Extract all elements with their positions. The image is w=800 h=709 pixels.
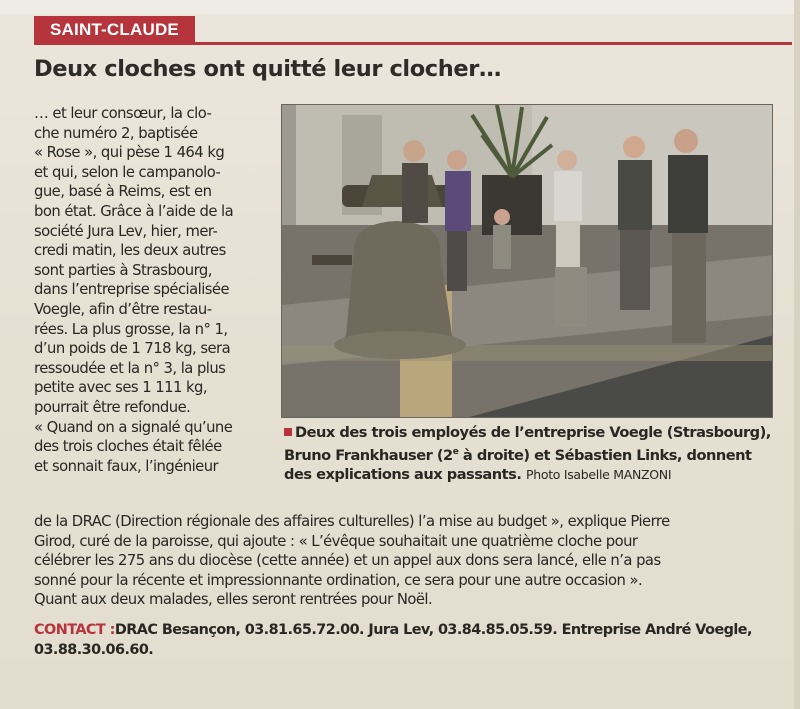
body-line: sonné pour la récente et impressionnante ordination, ce sera pour une autre occasion ». [34, 571, 643, 589]
caption-superscript: e [452, 446, 459, 457]
article-headline: Deux cloches ont quitté leur clocher… [34, 56, 501, 82]
column-line: bon état. Grâce à l’aide de la [34, 202, 234, 220]
worker-bruno [618, 136, 652, 310]
caption-line: des explications aux passants. [284, 466, 522, 484]
contact-block [34, 620, 780, 660]
column-line: et sonnait faux, l’ingénieur [34, 457, 219, 475]
column-line: et qui, selon le campanolo- [34, 163, 221, 181]
body-line: Girod, curé de la paroisse, qui ajoute : « L’évêque souhaitait une quatrième cloche pour [34, 532, 638, 550]
person-1 [402, 140, 428, 223]
column-line: petite avec ses 1 111 kg, [34, 379, 207, 397]
body-line: Quant aux deux malades, elles seront rentrées pour Noël. [34, 591, 433, 609]
body-line: de la DRAC (Direction régionale des affaires culturelles) l’a mise au budget », explique Pierre [34, 513, 670, 530]
caption-bullet [284, 428, 292, 436]
contact-label: CONTACT : [34, 622, 115, 638]
column-line: « Rose », qui pèse 1 464 kg [34, 144, 225, 162]
column-line: rées. La plus grosse, la n° 1, [34, 320, 228, 338]
body-line: célébrer les 275 ans du diocèse (cette année) et un appel aux dons sera lancé, elle n’a pas [34, 552, 661, 570]
column-line: gue, basé à Reims, est en [34, 183, 212, 201]
photo-illustration [282, 105, 773, 418]
column-line: « Quand on a signalé qu’une [34, 418, 233, 436]
article-continuation [34, 512, 780, 610]
column-line: … et leur consœur, la clo- [34, 105, 212, 122]
column-line: che numéro 2, baptisée [34, 124, 198, 142]
bollard [555, 267, 587, 327]
caption-line: Bruno Frankhauser (2 [284, 446, 453, 464]
column-line: credi matin, les deux autres [34, 242, 226, 260]
worker-sebastien [668, 129, 708, 343]
photo-credit: Photo Isabelle MANZONI [525, 467, 672, 483]
section-rule [34, 42, 792, 45]
child [493, 209, 511, 269]
right-edge [794, 0, 800, 709]
section-label: SAINT-CLAUDE [34, 16, 195, 42]
column-line: pourrait être refondue. [34, 398, 191, 416]
column-line: dans l’entreprise spécialisée [34, 281, 230, 299]
article-photo [281, 104, 773, 418]
article-column [34, 104, 260, 476]
column-line: d’un poids de 1 718 kg, sera [34, 340, 231, 358]
contact-line: DRAC Besançon, 03.81.65.72.00. Jura Lev, 03.84.85.05.59. Entreprise André Voegle, [114, 622, 752, 638]
caption-line: Deux des trois employés de l’entreprise Voegle (Strasbourg), [295, 424, 771, 441]
caption-line: à droite) et Sébastien Links, donnent [458, 446, 752, 464]
photo-caption [284, 423, 778, 485]
column-line: des trois cloches était fêlée [34, 438, 222, 456]
contact-line: 03.88.30.06.60. [34, 642, 154, 658]
column-line: société Jura Lev, hier, mer- [34, 222, 218, 240]
column-line: ressoudée et la n° 3, la plus [34, 359, 226, 377]
top-margin [0, 0, 800, 14]
column-line: sont parties à Strasbourg, [34, 261, 212, 279]
column-line: Voegle, afin d’être restau- [34, 300, 212, 318]
